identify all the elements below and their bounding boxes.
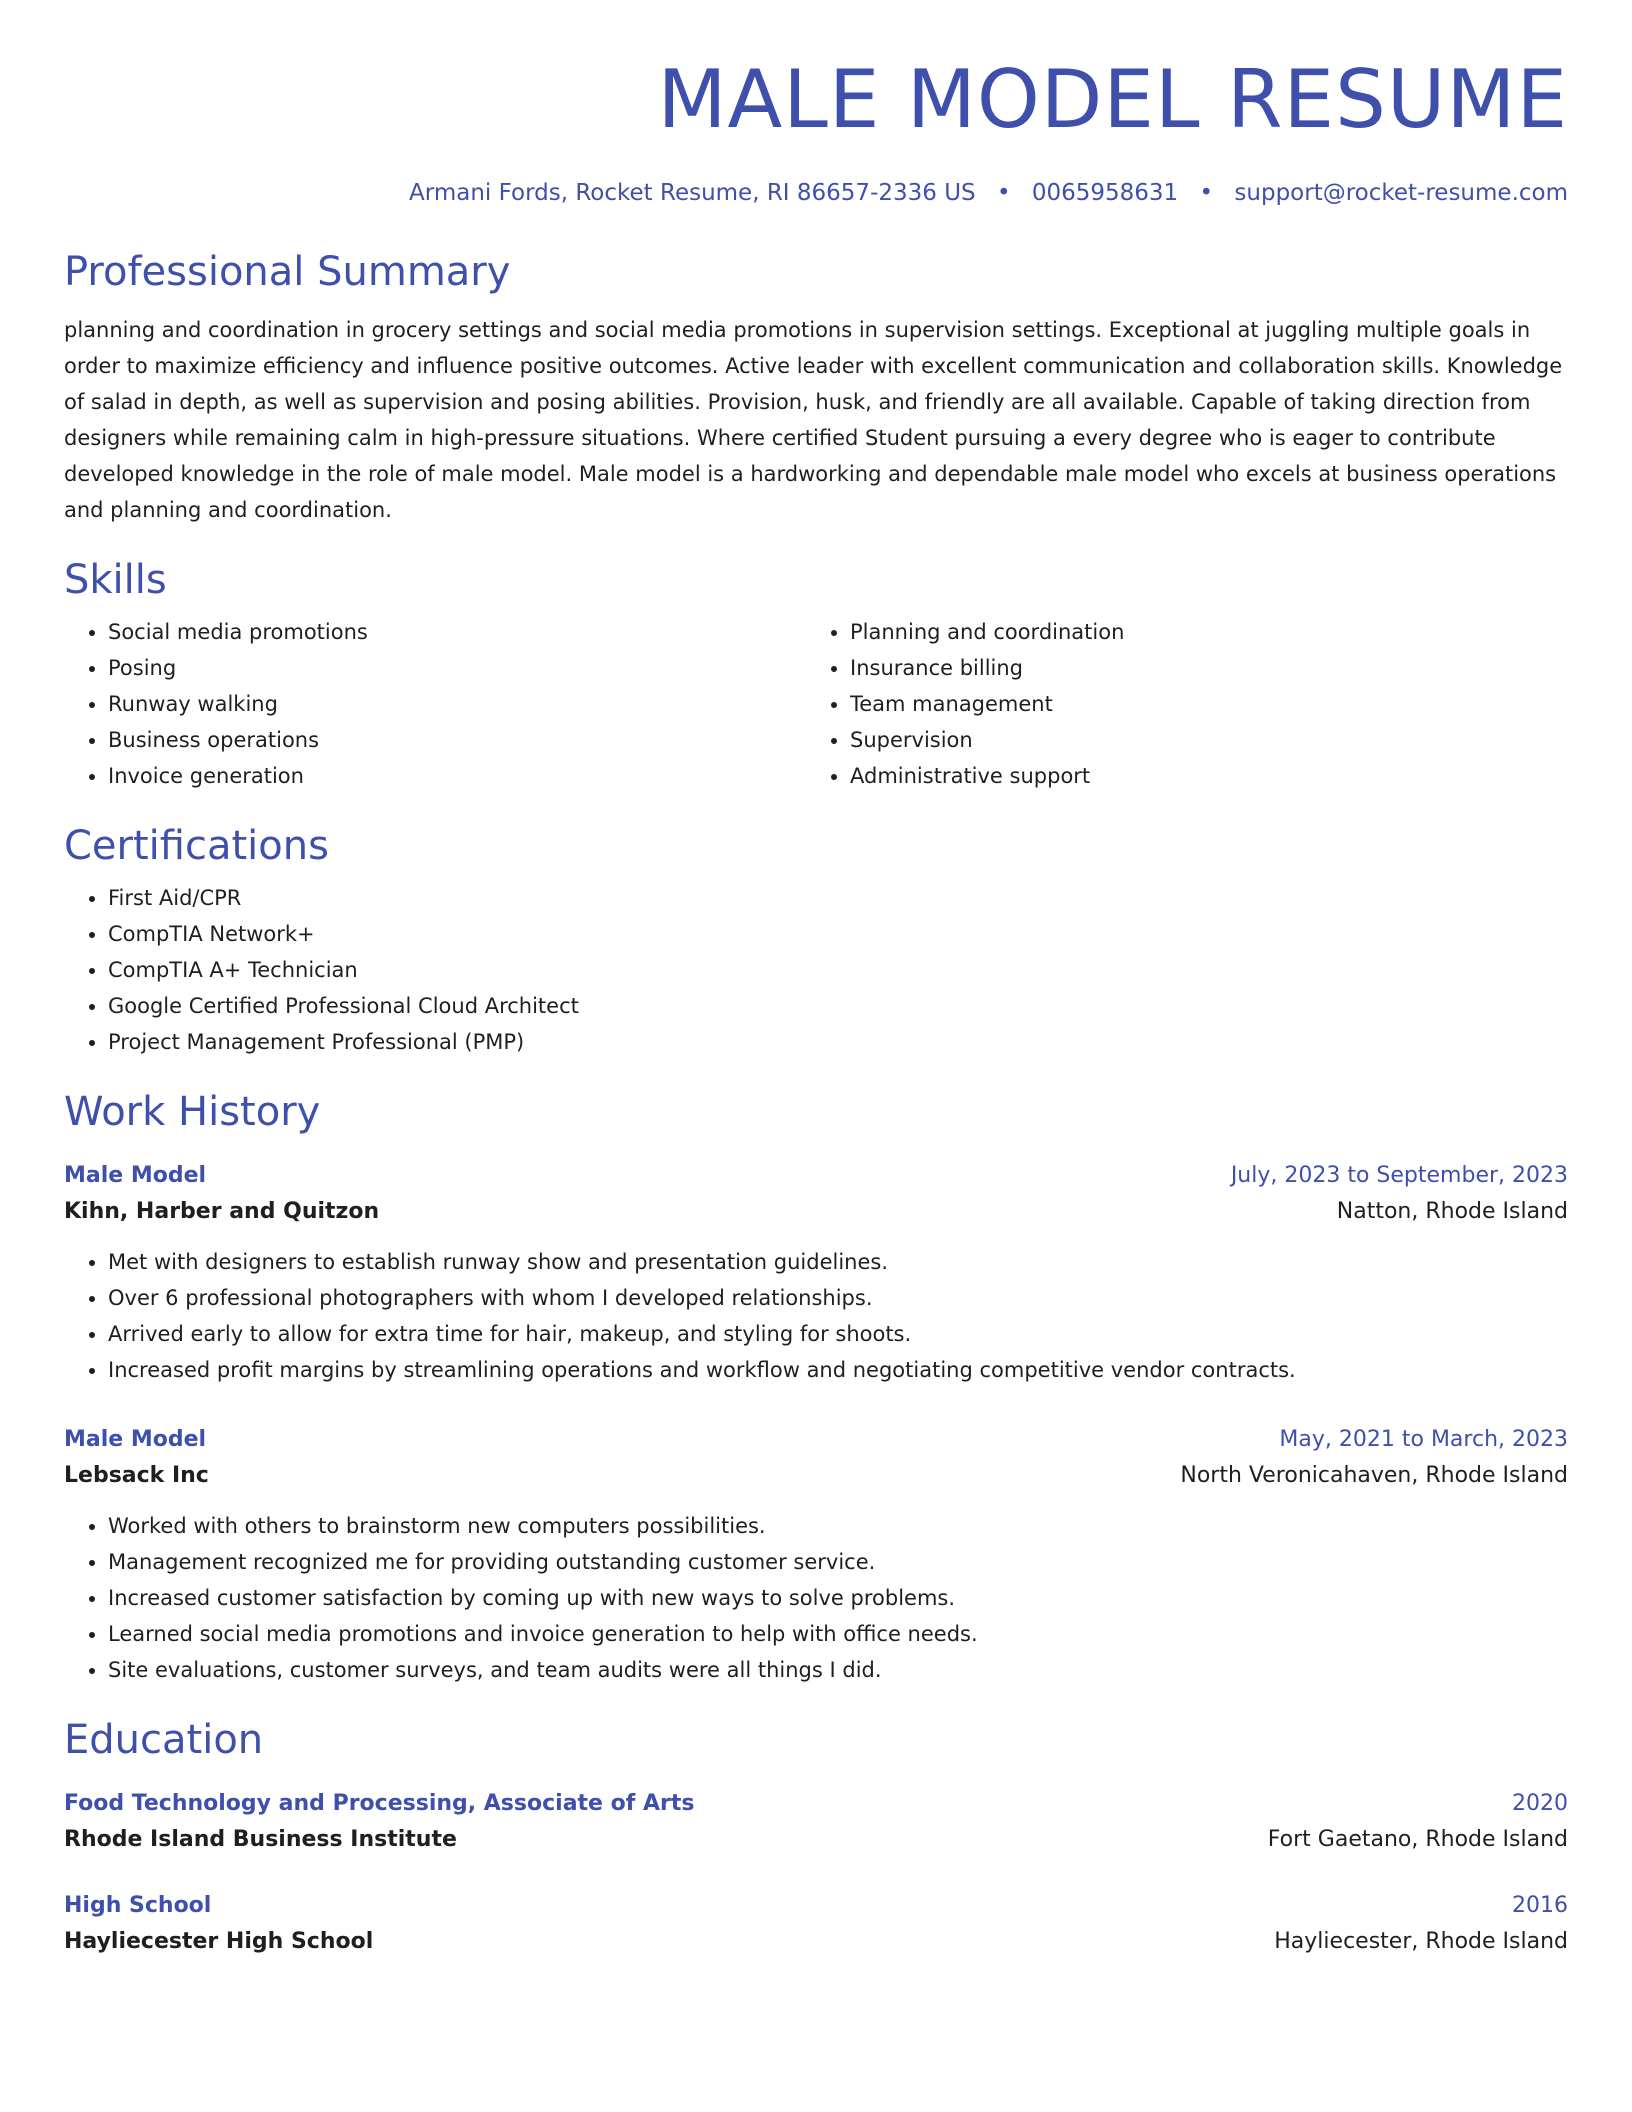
certification-item: • CompTIA A+ Technician <box>108 952 1568 988</box>
certification-item: • Google Certified Professional Cloud Architect <box>108 988 1568 1024</box>
skill-item: • Posing <box>108 650 806 686</box>
skill-item: • Insurance billing <box>850 650 1548 686</box>
education-school: Rhode Island Business Institute <box>64 1827 457 1852</box>
job-company: Lebsack Inc <box>64 1463 209 1488</box>
job-company-row <box>64 1458 1568 1494</box>
job-duty: • Increased profit margins by streamlining operations and workflow and negotiating competitive vendor contracts. <box>108 1352 1568 1388</box>
skills-list-right <box>806 614 1548 794</box>
skill-item: • Supervision <box>850 722 1548 758</box>
work-history-heading: Work History <box>64 1089 321 1135</box>
job-duty: • Over 6 professional photographers with whom I developed relationships. <box>108 1280 1568 1316</box>
contact-separator: • <box>996 180 1011 206</box>
summary-heading: Professional Summary <box>64 249 511 295</box>
contact-address: Armani Fords, Rocket Resume, RI 86657-2336 US <box>409 180 976 206</box>
skill-item: • Planning and coordination <box>850 614 1548 650</box>
education-year: 2016 <box>1512 1893 1568 1918</box>
job-location: Natton, Rhode Island <box>1336 1199 1568 1224</box>
education-degree: High School <box>64 1893 212 1918</box>
job-entry <box>64 1422 1568 1688</box>
job-duties-list <box>64 1244 1568 1388</box>
job-duty: • Learned social media promotions and invoice generation to help with office needs. <box>108 1616 1568 1652</box>
education-school: Hayliecester High School <box>64 1929 374 1954</box>
education-entry <box>64 1888 1568 1960</box>
skill-item: • Administrative support <box>850 758 1548 794</box>
job-duty: • Met with designers to establish runway show and presentation guidelines. <box>108 1244 1568 1280</box>
job-duty: • Site evaluations, customer surveys, and team audits were all things I did. <box>108 1652 1568 1688</box>
job-dates: July, 2023 to September, 2023 <box>1230 1163 1568 1188</box>
education-location: Hayliecester, Rhode Island <box>1274 1929 1568 1954</box>
certifications-heading: Certifications <box>64 823 329 869</box>
education-entry <box>64 1786 1568 1858</box>
job-header-row <box>64 1158 1568 1194</box>
job-title: Male Model <box>64 1163 207 1188</box>
skills-heading: Skills <box>64 557 167 603</box>
job-duty: • Management recognized me for providing outstanding customer service. <box>108 1544 1568 1580</box>
certifications-section <box>64 822 1568 1060</box>
skill-item: • Runway walking <box>108 686 806 722</box>
job-entry <box>64 1158 1568 1388</box>
education-year: 2020 <box>1512 1791 1568 1816</box>
certification-item: • CompTIA Network+ <box>108 916 1568 952</box>
skill-item: • Social media promotions <box>108 614 806 650</box>
job-title: Male Model <box>64 1427 207 1452</box>
skills-columns <box>64 614 1568 794</box>
education-header-row <box>64 1888 1568 1924</box>
education-degree: Food Technology and Processing, Associate of Arts <box>64 1791 695 1816</box>
job-company: Kihn, Harber and Quitzon <box>64 1199 380 1224</box>
certifications-list <box>64 880 1568 1060</box>
job-duties-list <box>64 1508 1568 1688</box>
contact-email: support@rocket-resume.com <box>1234 180 1568 206</box>
job-duty: • Increased customer satisfaction by coming up with new ways to solve problems. <box>108 1580 1568 1616</box>
job-header-row <box>64 1422 1568 1458</box>
education-section <box>64 1716 1568 1960</box>
education-school-row <box>64 1822 1568 1858</box>
skills-column-left <box>64 614 806 794</box>
job-company-row <box>64 1194 1568 1230</box>
skill-item: • Team management <box>850 686 1548 722</box>
skills-column-right <box>806 614 1548 794</box>
contact-separator: • <box>1199 180 1214 206</box>
summary-text: planning and coordination in grocery settings and social media promotions in supervision settings. Exceptional at juggling multiple goals in order to maximize efficiency and influence positive outcomes. Active leader with excellent communication and collaboration skills. Knowledge of salad in depth, as well as supervision and posing abilities. Provision, husk, and friendly are all available. Capable of taking direction from designers while remaining calm in high-pressure situations. Where certified Student pursuing a every degree who is eager to contribute developed knowledge in the role of male model. Male model is a hardworking and dependable male model who excels at business operations and planning and coordination. <box>64 318 1563 522</box>
job-duty: • Arrived early to allow for extra time for hair, makeup, and styling for shoots. <box>108 1316 1568 1352</box>
contact-line <box>64 178 1568 208</box>
certification-item: • Project Management Professional (PMP) <box>108 1024 1568 1060</box>
resume-title: MALE MODEL RESUME <box>657 53 1568 146</box>
job-duty: • Worked with others to brainstorm new computers possibilities. <box>108 1508 1568 1544</box>
skills-section <box>64 556 1568 794</box>
certification-item: • First Aid/CPR <box>108 880 1568 916</box>
education-location: Fort Gaetano, Rhode Island <box>1267 1827 1568 1852</box>
skills-list-left <box>64 614 806 794</box>
education-header-row <box>64 1786 1568 1822</box>
job-dates: May, 2021 to March, 2023 <box>1279 1427 1568 1452</box>
resume-page <box>64 52 1568 1960</box>
skill-item: • Invoice generation <box>108 758 806 794</box>
education-heading: Education <box>64 1717 264 1763</box>
summary-section <box>64 248 1568 528</box>
skill-item: • Business operations <box>108 722 806 758</box>
contact-phone: 0065958631 <box>1031 180 1179 206</box>
education-school-row <box>64 1924 1568 1960</box>
work-history-section <box>64 1088 1568 1688</box>
job-location: North Veronicahaven, Rhode Island <box>1180 1463 1568 1488</box>
